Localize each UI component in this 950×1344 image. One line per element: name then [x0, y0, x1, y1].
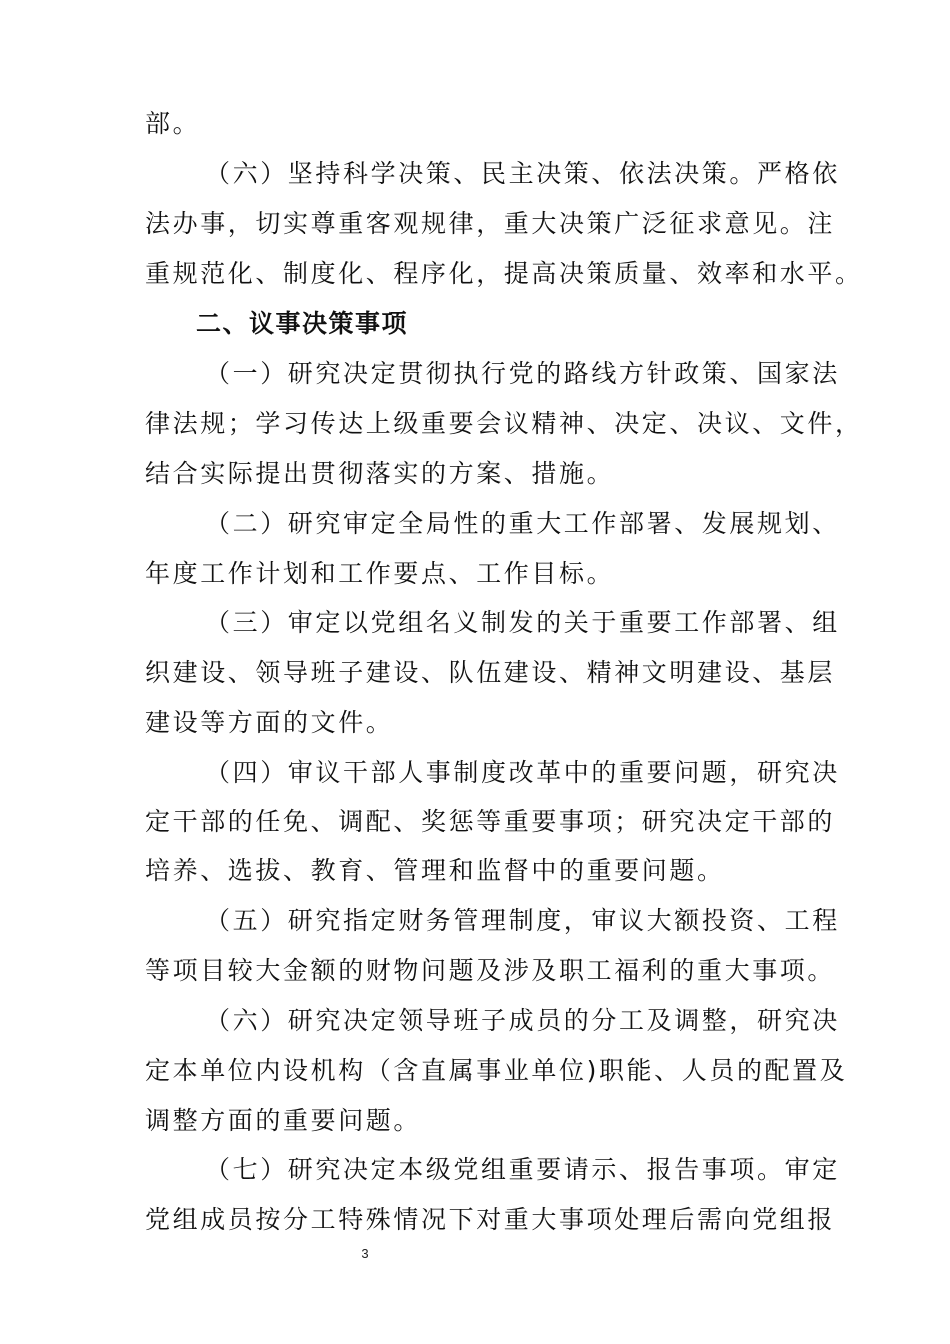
text-line: （四）审议干部人事制度改革中的重要问题，研究决	[205, 758, 840, 787]
page-number: 3	[361, 1246, 369, 1261]
text-line: 重规范化、制度化、程序化，提高决策质量、效率和水平。	[145, 259, 863, 288]
text-line: 律法规；学习传达上级重要会议精神、决定、决议、文件，	[145, 409, 863, 438]
text-line: （七）研究决定本级党组重要请示、报告事项。审定	[205, 1155, 840, 1184]
text-line: 定本单位内设机构（含直属事业单位)职能、人员的配置及	[145, 1056, 848, 1085]
section-heading: 二、议事决策事项	[196, 309, 409, 338]
text-line: 等项目较大金额的财物问题及涉及职工福利的重大事项。	[145, 956, 836, 985]
text-line: 部。	[145, 109, 201, 138]
text-line: （六）坚持科学决策、民主决策、依法决策。严格依	[205, 159, 840, 188]
text-line: （六）研究决定领导班子成员的分工及调整，研究决	[205, 1006, 840, 1035]
text-line: 织建设、领导班子建设、队伍建设、精神文明建设、基层	[145, 658, 836, 687]
text-line: 建设等方面的文件。	[145, 708, 394, 737]
text-line: （二）研究审定全局性的重大工作部署、发展规划、	[205, 509, 840, 538]
text-line: 定干部的任免、调配、奖惩等重要事项；研究决定干部的	[145, 807, 836, 836]
text-line: （三）审定以党组名义制发的关于重要工作部署、组	[205, 608, 840, 637]
text-line: 培养、选拔、教育、管理和监督中的重要问题。	[145, 856, 725, 885]
text-line: （一）研究决定贯彻执行党的路线方针政策、国家法	[205, 359, 840, 388]
text-line: 党组成员按分工特殊情况下对重大事项处理后需向党组报	[145, 1205, 836, 1234]
text-line: （五）研究指定财务管理制度，审议大额投资、工程	[205, 906, 840, 935]
text-line: 调整方面的重要问题。	[145, 1106, 422, 1135]
text-line: 年度工作计划和工作要点、工作目标。	[145, 559, 615, 588]
text-line: 法办事，切实尊重客观规律，重大决策广泛征求意见。注	[145, 209, 836, 238]
text-line: 结合实际提出贯彻落实的方案、措施。	[145, 459, 615, 488]
